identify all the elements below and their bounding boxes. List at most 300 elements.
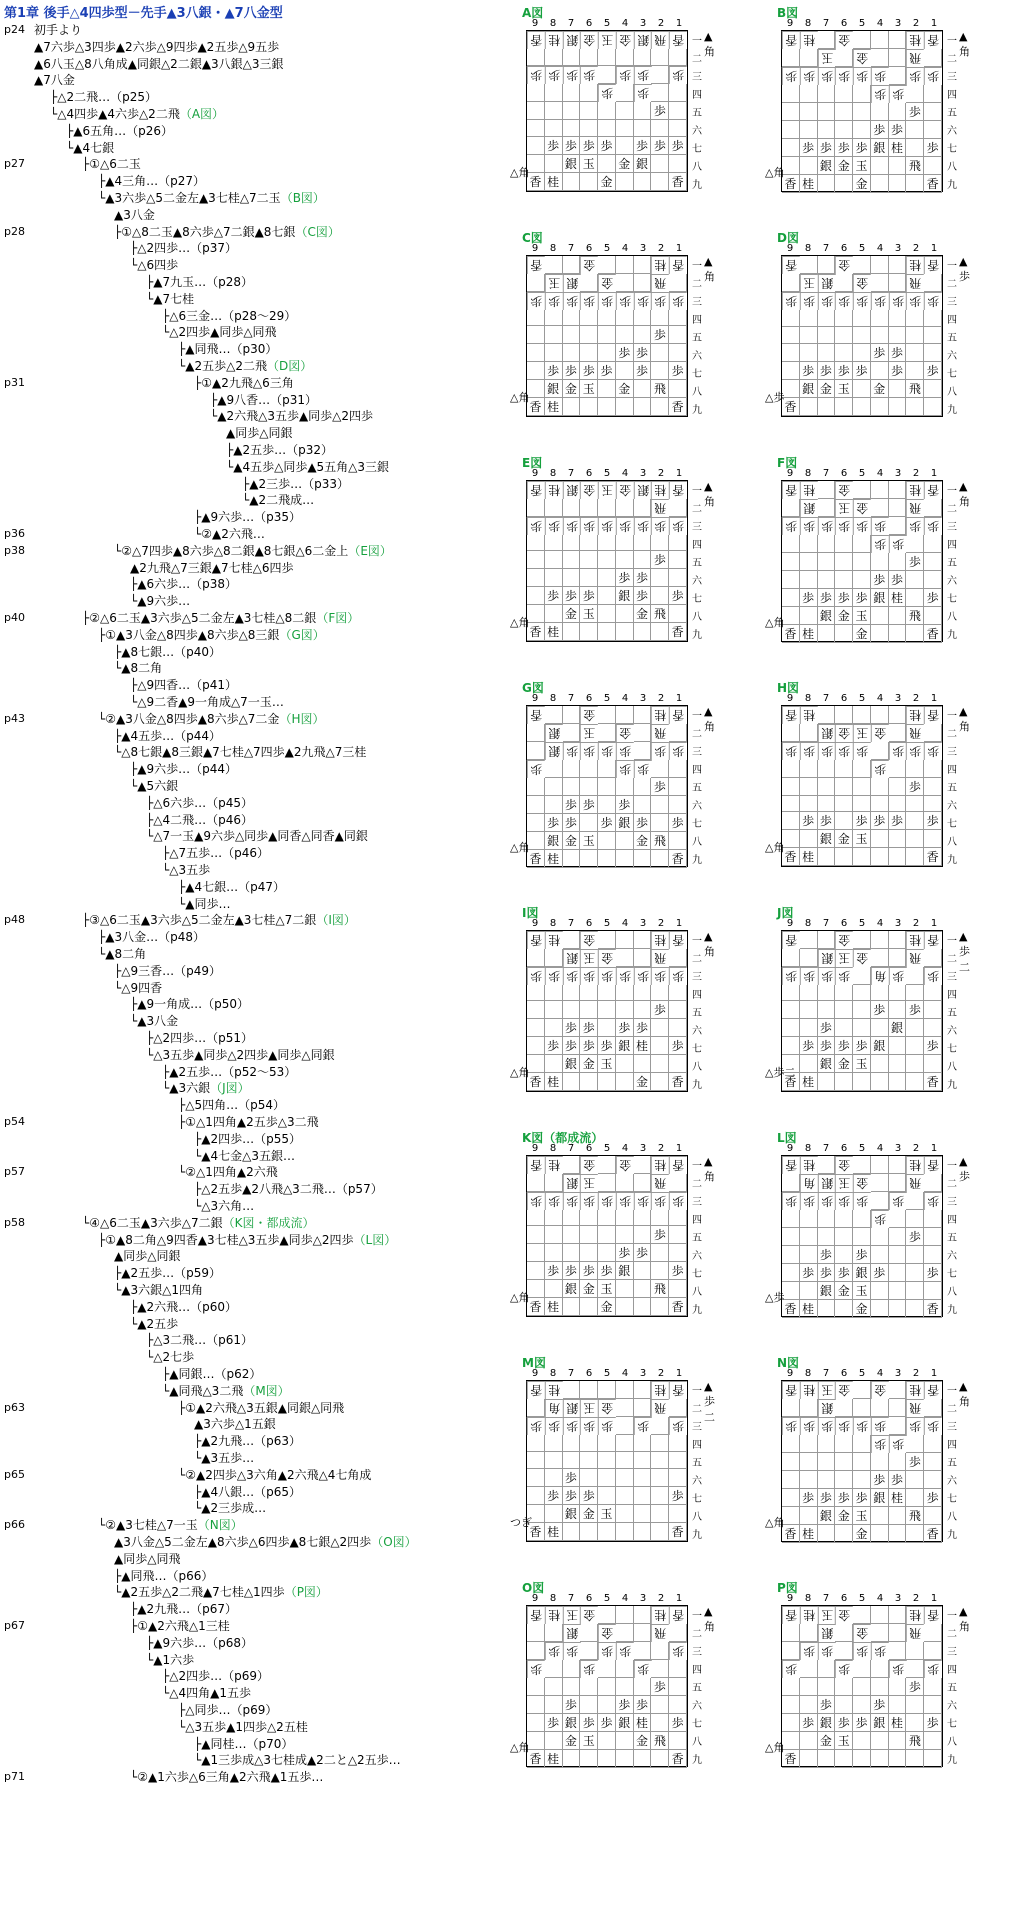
board-square bbox=[563, 1156, 581, 1174]
board-square bbox=[651, 66, 669, 84]
board-square bbox=[906, 1073, 924, 1091]
board-square bbox=[871, 499, 889, 517]
board-square bbox=[651, 760, 669, 778]
board-square bbox=[634, 796, 652, 814]
board-square bbox=[835, 398, 853, 416]
board-square bbox=[545, 1678, 563, 1696]
board-square: 玉 bbox=[853, 607, 871, 625]
board-square bbox=[651, 1505, 669, 1523]
shogi-board bbox=[510, 229, 715, 424]
move-line: ├①▲8二角△9四香▲3七桂△3五歩▲同歩△2四歩（L図） bbox=[98, 1232, 397, 1247]
board-square: 玉 bbox=[853, 1282, 871, 1300]
board-square bbox=[580, 344, 598, 362]
board-square bbox=[800, 103, 818, 121]
board-square bbox=[835, 760, 853, 778]
board-label: N図 bbox=[777, 1356, 800, 1370]
board-square: 歩 bbox=[669, 517, 687, 535]
board-square bbox=[598, 310, 616, 326]
board-square bbox=[871, 1453, 889, 1471]
board-square: 金 bbox=[634, 832, 652, 850]
board-square bbox=[889, 1642, 907, 1660]
board-square: 香 bbox=[669, 481, 687, 499]
board-square bbox=[669, 778, 687, 796]
board-square bbox=[924, 1399, 942, 1417]
board-square bbox=[634, 724, 652, 742]
board-square bbox=[889, 1055, 907, 1073]
board-square bbox=[800, 931, 818, 949]
board-square bbox=[906, 571, 924, 589]
board-square: 香 bbox=[782, 1073, 800, 1091]
board-square: 歩 bbox=[634, 137, 652, 155]
board-square bbox=[651, 1210, 669, 1226]
board-square: 歩 bbox=[580, 1417, 598, 1435]
board-square bbox=[835, 1642, 853, 1660]
board-square: 歩 bbox=[906, 778, 924, 796]
board-square: 歩 bbox=[527, 760, 545, 778]
board-square bbox=[906, 398, 924, 416]
board-square: 銀 bbox=[563, 31, 581, 49]
board-square: 金 bbox=[563, 605, 581, 623]
board-square: 香 bbox=[669, 706, 687, 724]
board-square: 歩 bbox=[651, 967, 669, 985]
page-ref: p58 bbox=[4, 1215, 25, 1229]
board-square bbox=[598, 256, 616, 274]
board-square: 金 bbox=[835, 1055, 853, 1073]
board-square bbox=[669, 120, 687, 137]
board-square bbox=[545, 1280, 563, 1298]
board-square bbox=[527, 1714, 545, 1732]
board-square: 銀 bbox=[818, 1174, 836, 1192]
board-square bbox=[598, 1174, 616, 1192]
board-square: 歩 bbox=[651, 137, 669, 155]
board-square bbox=[580, 398, 598, 416]
board-square bbox=[598, 985, 616, 1001]
board-square: 金 bbox=[580, 931, 598, 949]
board-square: 歩 bbox=[853, 517, 871, 535]
board-square: 香 bbox=[782, 175, 800, 193]
board-square: 歩 bbox=[669, 587, 687, 605]
board-square bbox=[616, 398, 634, 416]
board-square bbox=[634, 1469, 652, 1487]
board-square bbox=[598, 623, 616, 641]
gote-hand: △歩 bbox=[765, 391, 785, 404]
board-square bbox=[651, 173, 669, 191]
board-square: 歩 bbox=[598, 1037, 616, 1055]
gote-hand: △歩 bbox=[765, 1291, 785, 1304]
board-square: 歩 bbox=[634, 1660, 652, 1678]
board-square bbox=[906, 1714, 924, 1732]
board-square bbox=[634, 1399, 652, 1417]
board-square: 歩 bbox=[800, 1417, 818, 1435]
board-square bbox=[669, 949, 687, 967]
board-square bbox=[853, 256, 871, 274]
board-square: 金 bbox=[835, 830, 853, 848]
board-square: 歩 bbox=[563, 967, 581, 985]
board-square: 桂 bbox=[545, 931, 563, 949]
board-square bbox=[580, 623, 598, 641]
board-square bbox=[871, 1399, 889, 1417]
board-square bbox=[616, 931, 634, 949]
board-square bbox=[800, 1282, 818, 1300]
board-square: 玉 bbox=[580, 380, 598, 398]
board-square bbox=[616, 49, 634, 66]
board-square: 玉 bbox=[598, 1505, 616, 1523]
board-square: 銀 bbox=[616, 587, 634, 605]
board-square: 香 bbox=[782, 1300, 800, 1318]
board-square bbox=[818, 985, 836, 1001]
move-line: └▲4七銀 bbox=[66, 140, 115, 155]
board-square: 桂 bbox=[800, 848, 818, 866]
board-square bbox=[580, 1226, 598, 1244]
board-square: 金 bbox=[616, 380, 634, 398]
board-square: 香 bbox=[527, 481, 545, 499]
board-square: 金 bbox=[835, 1381, 853, 1399]
board-square: 金 bbox=[616, 155, 634, 173]
move-line: └▲3六銀△1四角 bbox=[114, 1283, 203, 1297]
board-square: 香 bbox=[924, 175, 942, 193]
board-square: 香 bbox=[669, 1156, 687, 1174]
board-square bbox=[853, 31, 871, 49]
board-square: 歩 bbox=[818, 967, 836, 985]
board-square: 銀 bbox=[545, 724, 563, 742]
board-square bbox=[580, 551, 598, 569]
board-square: 歩 bbox=[598, 742, 616, 760]
shogi-board bbox=[510, 4, 715, 199]
board-square bbox=[616, 1210, 634, 1226]
board-square: 歩 bbox=[924, 1417, 942, 1435]
move-line: ├△2四歩…（p51） bbox=[146, 1031, 253, 1045]
board-square: 歩 bbox=[835, 1489, 853, 1507]
sente-hand: ▲角 bbox=[959, 480, 970, 508]
board-square: 金 bbox=[580, 256, 598, 274]
board-square bbox=[818, 1073, 836, 1091]
board-square bbox=[563, 326, 581, 344]
board-grid bbox=[526, 1380, 688, 1542]
board-square bbox=[924, 1210, 942, 1228]
board-square bbox=[634, 551, 652, 569]
board-square: 歩 bbox=[818, 517, 836, 535]
gote-hand: △角 bbox=[510, 166, 530, 179]
board-square bbox=[924, 778, 942, 796]
board-square bbox=[924, 103, 942, 121]
move-line: ▲3八金△5二金左▲8六歩△6四歩▲8七銀△2四歩（O図） bbox=[114, 1535, 417, 1549]
board-square: 歩 bbox=[563, 1469, 581, 1487]
board-square bbox=[598, 724, 616, 742]
board-square: 銀 bbox=[818, 1055, 836, 1073]
board-square bbox=[800, 553, 818, 571]
rank-labels: 一 二 三 四 五 六 七 八 九 bbox=[947, 1160, 957, 1316]
board-square bbox=[545, 1174, 563, 1192]
board-square bbox=[616, 274, 634, 292]
page-ref: p36 bbox=[4, 527, 25, 540]
board-square bbox=[580, 1696, 598, 1714]
board-square bbox=[598, 1001, 616, 1019]
board-square bbox=[782, 1228, 800, 1246]
board-square bbox=[889, 607, 907, 625]
board-square bbox=[818, 103, 836, 121]
board-square bbox=[563, 706, 581, 724]
board-square bbox=[889, 1282, 907, 1300]
board-square: 香 bbox=[924, 1156, 942, 1174]
board-square bbox=[545, 760, 563, 778]
board-square: 香 bbox=[669, 31, 687, 49]
board-square bbox=[782, 535, 800, 553]
move-line: ├△2二飛…（p25） bbox=[50, 90, 157, 105]
board-square bbox=[782, 830, 800, 848]
board-square bbox=[782, 1714, 800, 1732]
board-square bbox=[651, 344, 669, 362]
file-labels: 9 8 7 6 5 4 3 2 1 bbox=[786, 918, 938, 929]
board-square bbox=[580, 1435, 598, 1452]
board-square bbox=[906, 1471, 924, 1489]
board-square bbox=[545, 1055, 563, 1073]
board-square: 香 bbox=[924, 848, 942, 866]
board-square bbox=[669, 760, 687, 778]
board-square bbox=[889, 175, 907, 193]
board-square bbox=[616, 1174, 634, 1192]
board-square bbox=[906, 812, 924, 830]
board-square bbox=[527, 137, 545, 155]
board-square bbox=[906, 589, 924, 607]
board-square: 桂 bbox=[651, 1381, 669, 1399]
board-square bbox=[800, 607, 818, 625]
board-square bbox=[924, 1282, 942, 1300]
board-square: 桂 bbox=[906, 931, 924, 949]
rank-labels: 一 二 三 四 五 六 七 八 九 bbox=[947, 260, 957, 416]
move-line: ├▲2五歩…（p32） bbox=[226, 443, 333, 457]
board-square bbox=[598, 102, 616, 120]
board-square bbox=[924, 1750, 942, 1768]
board-square bbox=[871, 274, 889, 292]
board-square bbox=[871, 103, 889, 121]
board-square bbox=[598, 1732, 616, 1750]
shogi-board bbox=[765, 1579, 970, 1774]
board-grid bbox=[781, 1605, 943, 1767]
board-square: 歩 bbox=[871, 1435, 889, 1453]
board-square bbox=[598, 49, 616, 66]
board-square bbox=[634, 173, 652, 191]
board-square: 銀 bbox=[563, 1055, 581, 1073]
board-square bbox=[924, 499, 942, 517]
board-square bbox=[889, 1696, 907, 1714]
board-square: 香 bbox=[527, 1073, 545, 1091]
board-square bbox=[616, 1452, 634, 1469]
board-square bbox=[634, 1298, 652, 1316]
board-square bbox=[563, 102, 581, 120]
board-square bbox=[853, 1750, 871, 1768]
board-square bbox=[580, 326, 598, 344]
board-square bbox=[527, 1435, 545, 1452]
shogi-board bbox=[510, 1579, 715, 1774]
board-square: 香 bbox=[782, 1525, 800, 1543]
board-square bbox=[889, 1264, 907, 1282]
board-square: 飛 bbox=[906, 380, 924, 398]
board-square bbox=[634, 985, 652, 1001]
board-square: 銀 bbox=[818, 830, 836, 848]
board-square bbox=[800, 1399, 818, 1417]
board-square bbox=[906, 625, 924, 643]
board-square bbox=[616, 1055, 634, 1073]
board-square: 歩 bbox=[889, 1192, 907, 1210]
board-square bbox=[634, 850, 652, 868]
board-square bbox=[616, 1487, 634, 1505]
board-square: 歩 bbox=[906, 517, 924, 535]
board-square: 桂 bbox=[800, 1381, 818, 1399]
board-square bbox=[871, 1073, 889, 1091]
board-square bbox=[580, 1469, 598, 1487]
board-square: 歩 bbox=[616, 66, 634, 84]
board-label: C図 bbox=[522, 231, 543, 245]
board-square: 玉 bbox=[835, 1732, 853, 1750]
board-square: 香 bbox=[669, 1750, 687, 1768]
board-square: 歩 bbox=[634, 1244, 652, 1262]
board-square: 歩 bbox=[634, 569, 652, 587]
board-square bbox=[800, 1001, 818, 1019]
board-square bbox=[818, 327, 836, 344]
board-square: 歩 bbox=[616, 344, 634, 362]
board-square: 歩 bbox=[818, 1696, 836, 1714]
move-line: 初手より bbox=[34, 23, 83, 37]
board-square: 歩 bbox=[545, 587, 563, 605]
board-square: 歩 bbox=[853, 1417, 871, 1435]
board-square bbox=[563, 1244, 581, 1262]
move-line: ├▲2三歩…（p33） bbox=[242, 476, 349, 491]
board-square: 歩 bbox=[924, 517, 942, 535]
board-square: 桂 bbox=[651, 256, 669, 274]
board-square: 金 bbox=[853, 1174, 871, 1192]
board-square bbox=[651, 310, 669, 326]
board-square: 歩 bbox=[818, 139, 836, 157]
board-square bbox=[924, 85, 942, 103]
board-square bbox=[545, 778, 563, 796]
board-square bbox=[563, 724, 581, 742]
board-square: 飛 bbox=[906, 274, 924, 292]
board-square: 歩 bbox=[634, 517, 652, 535]
shogi-board bbox=[765, 679, 970, 874]
board-square: 歩 bbox=[889, 571, 907, 589]
board-square bbox=[616, 1523, 634, 1541]
board-square: 歩 bbox=[835, 362, 853, 380]
move-line: └②▲3八金△8四歩▲8六歩△7二金（H図） bbox=[98, 711, 325, 726]
board-square: 桂 bbox=[800, 1606, 818, 1624]
board-square: 桂 bbox=[800, 1156, 818, 1174]
board-square bbox=[818, 760, 836, 778]
board-square bbox=[634, 742, 652, 760]
board-square bbox=[782, 1399, 800, 1417]
board-square: 桂 bbox=[545, 31, 563, 49]
board-square: 玉 bbox=[563, 1606, 581, 1624]
board-square: 歩 bbox=[545, 66, 563, 84]
board-square bbox=[580, 814, 598, 832]
board-square bbox=[853, 796, 871, 812]
board-square bbox=[889, 274, 907, 292]
board-square: 歩 bbox=[889, 292, 907, 310]
board-square: 金 bbox=[835, 1282, 853, 1300]
board-square: 歩 bbox=[818, 812, 836, 830]
board-square: 歩 bbox=[616, 1019, 634, 1037]
move-line: └△4四角▲1五歩 bbox=[162, 1686, 251, 1701]
board-square: 金 bbox=[616, 724, 634, 742]
board-square bbox=[651, 796, 669, 814]
board-square bbox=[818, 1660, 836, 1678]
board-square: 銀 bbox=[818, 1507, 836, 1525]
move-line: ├▲同飛…（p66） bbox=[114, 1568, 214, 1583]
board-square: 歩 bbox=[924, 139, 942, 157]
board-square bbox=[545, 155, 563, 173]
board-square: 銀 bbox=[563, 1174, 581, 1192]
board-square bbox=[616, 949, 634, 967]
board-square bbox=[818, 121, 836, 139]
board-square: 金 bbox=[853, 625, 871, 643]
board-square: 金 bbox=[598, 1298, 616, 1316]
board-square bbox=[906, 985, 924, 1001]
board-square bbox=[782, 724, 800, 742]
move-line: ├▲3八金…（p48） bbox=[98, 930, 205, 945]
board-square: 香 bbox=[669, 623, 687, 641]
move-line: └△2四歩▲同歩△同飛 bbox=[162, 325, 277, 340]
move-line: ├▲2四歩…（p55） bbox=[194, 1131, 301, 1146]
board-square bbox=[835, 1228, 853, 1246]
board-square bbox=[634, 1523, 652, 1541]
board-square: 歩 bbox=[835, 1264, 853, 1282]
board-label: F図 bbox=[777, 456, 798, 470]
board-square bbox=[580, 1001, 598, 1019]
board-square: 歩 bbox=[563, 1696, 581, 1714]
gote-hand: △角 bbox=[510, 1066, 530, 1079]
board-square: 歩 bbox=[800, 1642, 818, 1660]
board-square bbox=[651, 1452, 669, 1469]
board-square bbox=[616, 256, 634, 274]
board-square bbox=[800, 327, 818, 344]
board-square bbox=[545, 535, 563, 551]
board-square: 歩 bbox=[853, 1192, 871, 1210]
board-square: 歩 bbox=[598, 1642, 616, 1660]
move-line: └△3五歩▲1四歩△2五桂 bbox=[178, 1719, 308, 1734]
board-square bbox=[651, 398, 669, 416]
board-square bbox=[782, 344, 800, 362]
board-square bbox=[924, 1228, 942, 1246]
board-square: 歩 bbox=[924, 967, 942, 985]
board-square bbox=[818, 571, 836, 589]
board-square: 歩 bbox=[598, 1417, 616, 1435]
board-square bbox=[889, 327, 907, 344]
board-square: 歩 bbox=[800, 967, 818, 985]
board-square: 香 bbox=[669, 398, 687, 416]
board-square bbox=[871, 1228, 889, 1246]
board-square: 桂 bbox=[800, 1073, 818, 1091]
board-square: 歩 bbox=[651, 326, 669, 344]
sente-hand: ▲角 bbox=[704, 1155, 715, 1183]
board-square: 歩 bbox=[871, 67, 889, 85]
board-square: 飛 bbox=[651, 1732, 669, 1750]
board-square: 金 bbox=[853, 1300, 871, 1318]
board-square: 桂 bbox=[906, 1156, 924, 1174]
board-square bbox=[634, 1750, 652, 1768]
board-square bbox=[871, 1246, 889, 1264]
board-square bbox=[871, 398, 889, 416]
board-square: 香 bbox=[924, 1525, 942, 1543]
board-square: 歩 bbox=[889, 344, 907, 362]
board-square bbox=[616, 102, 634, 120]
board-square bbox=[580, 49, 598, 66]
board-square bbox=[598, 931, 616, 949]
page-ref: p54 bbox=[4, 1115, 25, 1128]
board-square bbox=[835, 1624, 853, 1642]
board-square bbox=[853, 344, 871, 362]
board-square bbox=[669, 1732, 687, 1750]
board-square: 歩 bbox=[818, 1417, 836, 1435]
board-square bbox=[906, 535, 924, 553]
